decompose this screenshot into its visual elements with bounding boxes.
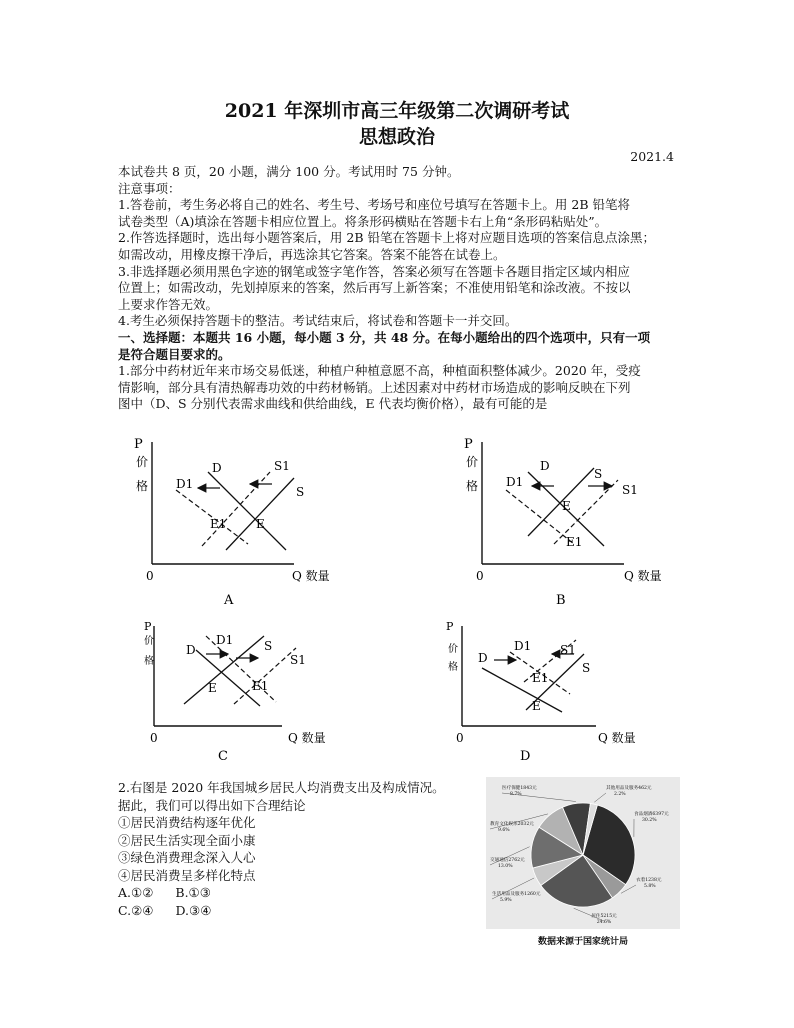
exam-title: 2021 年深圳市高三年级第二次调研考试 bbox=[224, 100, 570, 122]
pie-slice-percent: 2.2% bbox=[614, 792, 626, 797]
graph-d-svg bbox=[430, 618, 670, 768]
question-1-line: 情影响，部分具有清热解毒功效的中药材畅销。上述因素对中药材市场造成的影响反映在下列 bbox=[118, 379, 631, 395]
exam-date: 2021.4 bbox=[630, 149, 674, 164]
pie-slice-label: 其他用品及服务462元 bbox=[606, 786, 652, 791]
s-label: S bbox=[264, 639, 273, 653]
s1-label: S1 bbox=[290, 653, 306, 667]
e-label: E bbox=[208, 681, 217, 695]
price-label: 价 bbox=[144, 636, 154, 647]
statement-item: ④居民消费呈多样化特点 bbox=[118, 867, 256, 883]
d1-label: D1 bbox=[506, 475, 524, 489]
pie-slice-label: 交通通信2762元 bbox=[490, 858, 525, 863]
graph-letter: B bbox=[556, 593, 566, 608]
statement-item: ①居民消费结构逐年优化 bbox=[118, 815, 256, 830]
graph-a-svg bbox=[124, 432, 354, 608]
d-label: D bbox=[212, 461, 222, 475]
pie-slice-percent: 30.2% bbox=[642, 818, 657, 823]
s-label: S bbox=[594, 467, 603, 481]
data-source: 数据来源于国家统计局 bbox=[537, 937, 628, 947]
section-heading: 一、选择题：本题共 16 小题，每小题 3 分，共 48 分。在每小题给出的四个选项中，只有一项 bbox=[118, 329, 651, 345]
graph-c bbox=[124, 618, 354, 772]
intro-line: 本试卷共 8 页，20 小题，满分 100 分。考试用时 75 分钟。 bbox=[118, 164, 460, 179]
demand-curve bbox=[208, 472, 286, 550]
option-a: A.①② bbox=[118, 885, 154, 900]
question-1-line: 1.部分中药材近年来市场交易低迷，种植户种植意愿不高，种植面积整体减少。2020 年，受疫 bbox=[118, 363, 641, 379]
consumption-pie-chart bbox=[486, 777, 680, 947]
pie-slice-percent: 13.0% bbox=[498, 864, 513, 869]
quantity-label: Q 数量 bbox=[624, 569, 662, 583]
note-line: 如需改动，用橡皮擦干净后，再选涂其它答案。答案不能答在试卷上。 bbox=[118, 246, 506, 262]
pie-slice-percent: 8.7% bbox=[510, 792, 522, 797]
p-label: P bbox=[446, 620, 454, 633]
note-line: 2.作答选择题时，选出每小题答案后，用 2B 铅笔在答题卡上将对应题目选项的答案信息点涂黑； bbox=[118, 230, 656, 246]
demand-curve bbox=[482, 668, 562, 712]
note-line: 1.答卷前，考生务必将自己的姓名、考生号、考场号和座位号填写在答题卡上。用 2B 铅笔将 bbox=[118, 197, 631, 213]
price-label: 格 bbox=[466, 479, 479, 493]
graph-a bbox=[124, 432, 354, 612]
pie-svg bbox=[486, 777, 680, 929]
pie-slice-percent: 5.8% bbox=[644, 884, 656, 889]
price-label: 价 bbox=[136, 455, 149, 469]
graph-b-svg bbox=[454, 432, 684, 608]
question-2-line: 据此，我们可以得出如下合理结论 bbox=[118, 797, 306, 813]
origin-label: 0 bbox=[456, 731, 464, 745]
e-label: E bbox=[256, 517, 265, 531]
pie-slice-label: 生活用品及服务1260元 bbox=[492, 892, 541, 897]
pie-slice-label: 教育文化娱乐2032元 bbox=[490, 822, 534, 827]
e1-label: E1 bbox=[252, 679, 269, 693]
p-label: P bbox=[464, 437, 473, 452]
graph-letter: C bbox=[218, 749, 228, 764]
p-label: P bbox=[134, 437, 143, 452]
e1-label: E1 bbox=[210, 517, 227, 531]
price-label: 价 bbox=[466, 455, 479, 469]
d1-label: D1 bbox=[176, 477, 194, 491]
e-label: E bbox=[532, 699, 541, 713]
graph-d bbox=[430, 618, 670, 772]
graph-b bbox=[454, 432, 684, 612]
p-label: P bbox=[144, 620, 152, 633]
origin-label: 0 bbox=[146, 569, 154, 583]
origin-label: 0 bbox=[150, 731, 158, 745]
question-2 bbox=[118, 779, 478, 919]
section-heading: 是符合题目要求的。 bbox=[118, 346, 231, 362]
d-label: D bbox=[478, 651, 488, 665]
question-2-line: 2.右图是 2020 年我国城乡居民人均消费支出及构成情况。 bbox=[118, 780, 445, 795]
note-line: 3.非选择题必须用黑色字迹的钢笔或签字笔作答，答案必须写在答题卡各题目指定区域内相应 bbox=[118, 263, 630, 279]
d1-label: D1 bbox=[514, 639, 532, 653]
pie-slice-label: 医疗保健1843元 bbox=[502, 786, 537, 791]
statement-item: ③绿色消费理念深入人心 bbox=[118, 850, 256, 865]
s-label: S bbox=[582, 661, 591, 675]
option-b: B.①③ bbox=[175, 885, 211, 900]
graph-letter: D bbox=[520, 749, 531, 764]
note-line: 上要求作答无效。 bbox=[118, 296, 219, 312]
graph-letter: A bbox=[224, 593, 234, 608]
supply-curve-shifted bbox=[234, 648, 296, 704]
price-label: 格 bbox=[448, 662, 458, 673]
pie-slice-percent: 24.6% bbox=[596, 920, 612, 925]
s1-label: S1 bbox=[622, 483, 638, 497]
price-label: 价 bbox=[448, 644, 458, 655]
note-line: 4.考生必须保持答题卡的整洁。考试结束后，将试卷和答题卡一并交回。 bbox=[118, 313, 518, 329]
e-label: E bbox=[562, 499, 571, 513]
option-c: C.②④ bbox=[118, 902, 154, 918]
options-row bbox=[118, 884, 478, 902]
quantity-label: Q 数量 bbox=[292, 569, 330, 583]
s-label: S bbox=[296, 485, 305, 499]
options-row bbox=[118, 902, 478, 920]
e1-label: E1 bbox=[566, 535, 583, 549]
d1-label: D1 bbox=[216, 633, 234, 647]
pie-slice-label: 居住5215元 bbox=[591, 914, 617, 919]
origin-label: 0 bbox=[476, 569, 484, 583]
quantity-label: Q 数量 bbox=[288, 731, 326, 745]
option-d: D.③④ bbox=[175, 902, 212, 918]
d-label: D bbox=[186, 643, 196, 657]
pie-slice-label: 衣着1238元 bbox=[636, 878, 662, 883]
pie-leader-line bbox=[594, 793, 606, 802]
note-line: 位置上；如需改动，先划掉原来的答案，然后再写上新答案；不准使用铅笔和涂改液。不按以 bbox=[118, 280, 631, 296]
notes-heading: 注意事项： bbox=[118, 180, 181, 196]
s1-label: S1 bbox=[560, 643, 576, 657]
supply-curve bbox=[226, 478, 294, 550]
price-label: 格 bbox=[136, 479, 149, 493]
note-line: 试卷类型（A)填涂在答题卡相应位置上。将条形码横贴在答题卡右上角“条形码粘贴处”。 bbox=[118, 213, 608, 229]
quantity-label: Q 数量 bbox=[598, 731, 636, 745]
pie-slice-percent: 5.9% bbox=[500, 898, 512, 903]
pie-slice-percent: 9.6% bbox=[498, 828, 510, 833]
exam-subject: 思想政治 bbox=[358, 126, 435, 148]
pie-slice-label: 食品烟酒6397元 bbox=[634, 812, 669, 817]
graph-c-svg bbox=[124, 618, 354, 768]
e1-label: E1 bbox=[532, 671, 549, 685]
s1-label: S1 bbox=[274, 459, 290, 473]
d-label: D bbox=[540, 459, 550, 473]
question-1-line: 图中（D、S 分别代表需求曲线和供给曲线，E 代表均衡价格），最有可能的是 bbox=[118, 396, 548, 412]
statement-item: ②居民生活实现全面小康 bbox=[118, 832, 256, 848]
price-label: 格 bbox=[144, 656, 154, 667]
instructions-block bbox=[118, 164, 688, 413]
